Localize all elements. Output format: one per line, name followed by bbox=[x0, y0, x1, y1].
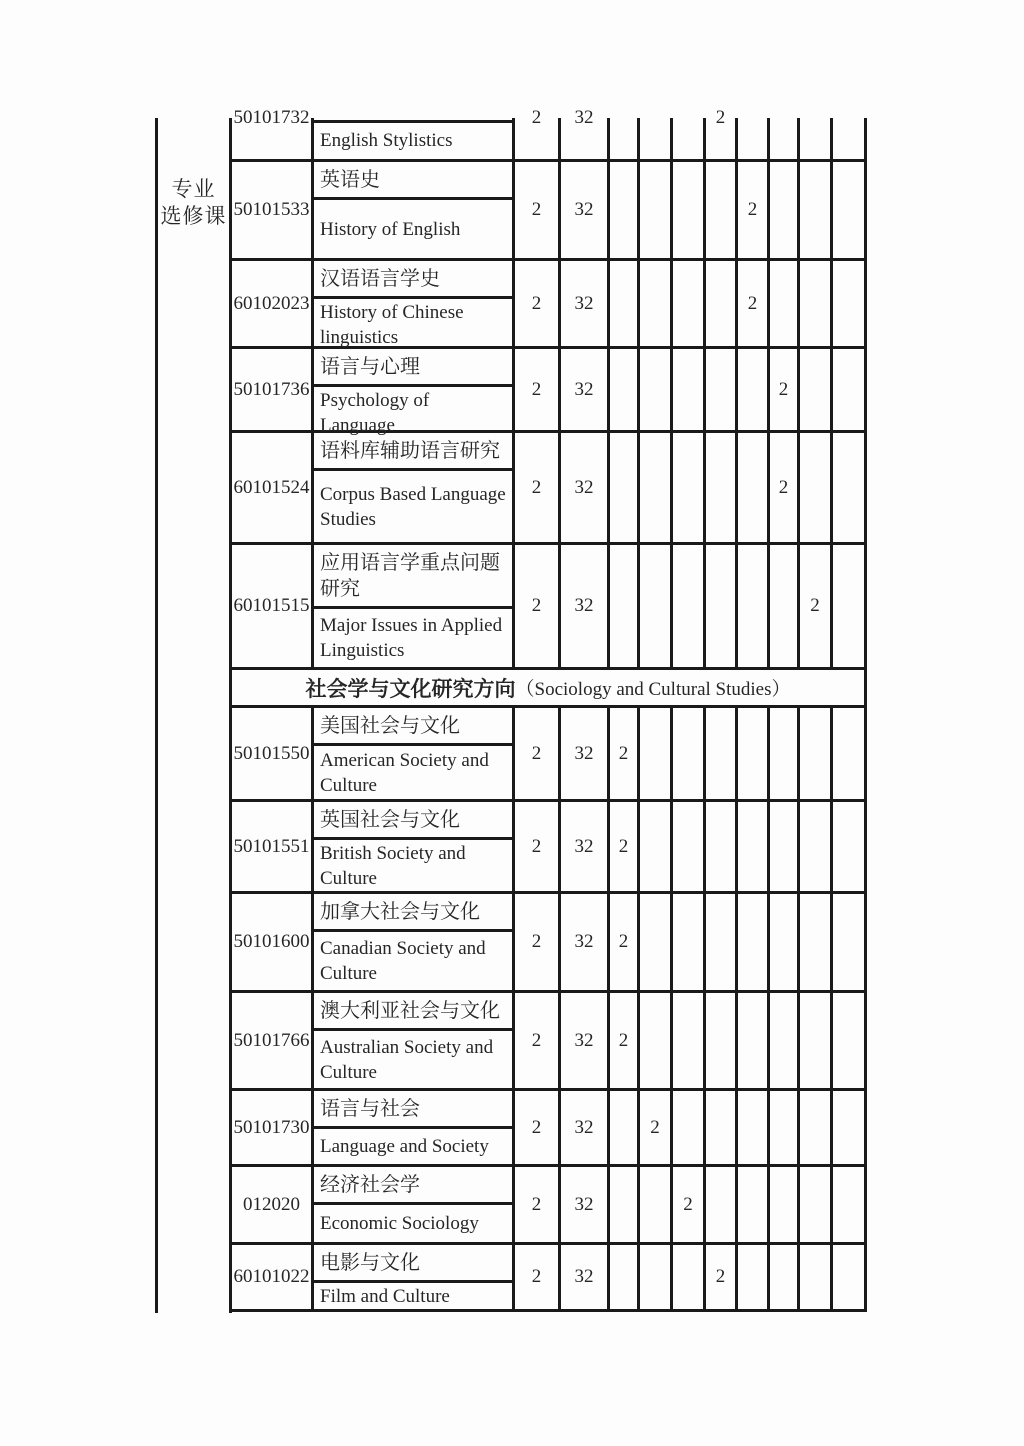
course-name-zh: 美国社会与文化 bbox=[314, 708, 512, 746]
course-hours: 32 bbox=[561, 433, 610, 542]
course-credits: 2 bbox=[515, 708, 561, 799]
semester-7-cell bbox=[800, 802, 833, 891]
table-row bbox=[232, 107, 867, 162]
semester-6-cell bbox=[770, 894, 800, 990]
semester-6-cell bbox=[770, 802, 800, 891]
course-credits: 2 bbox=[515, 349, 561, 430]
course-code: 50101550 bbox=[232, 708, 314, 799]
course-name-en: Economic Sociology bbox=[320, 1213, 479, 1234]
semester-1-cell: 2 bbox=[610, 802, 640, 891]
course-hours: 32 bbox=[561, 802, 610, 891]
semester-8-cell bbox=[833, 1091, 867, 1164]
table-row bbox=[232, 1091, 867, 1167]
table-row bbox=[232, 894, 867, 993]
semester-1-cell bbox=[610, 162, 640, 258]
semester-5-cell bbox=[738, 433, 770, 542]
course-name-cell bbox=[314, 708, 515, 799]
course-name-zh: 电影与文化 bbox=[314, 1245, 512, 1283]
semester-7-cell bbox=[800, 1245, 833, 1309]
semester-2-cell bbox=[640, 261, 673, 346]
course-credits: 2 bbox=[515, 433, 561, 542]
semester-5-cell bbox=[738, 349, 770, 430]
semester-8-cell bbox=[833, 802, 867, 891]
category-label-line2: 选修课 bbox=[160, 204, 227, 228]
semester-1-cell bbox=[610, 1245, 640, 1309]
semester-4-cell bbox=[706, 349, 738, 430]
semester-2-cell: 2 bbox=[640, 1091, 673, 1164]
semester-4-cell bbox=[706, 162, 738, 258]
semester-6-cell bbox=[770, 1245, 800, 1309]
course-code: 50101600 bbox=[232, 894, 314, 990]
course-credits: 2 bbox=[515, 1245, 561, 1309]
semester-2-cell bbox=[640, 349, 673, 430]
course-name-en: Major Issues in Applied Linguistics bbox=[320, 615, 503, 661]
semester-3-cell bbox=[673, 1091, 706, 1164]
semester-3-cell bbox=[673, 1245, 706, 1309]
semester-1-cell bbox=[610, 349, 640, 430]
course-name-en: British Society and Culture bbox=[320, 843, 466, 889]
course-name-en: Australian Society and Culture bbox=[320, 1036, 494, 1083]
table-row bbox=[232, 802, 867, 894]
course-credits: 2 bbox=[515, 162, 561, 258]
semester-1-cell bbox=[610, 118, 640, 159]
course-credits: 2 bbox=[515, 1167, 561, 1242]
course-name-en: History of Chinese linguistics bbox=[320, 302, 464, 348]
semester-7-cell: 2 bbox=[800, 545, 833, 667]
course-hours: 32 bbox=[561, 545, 610, 667]
semester-8-cell bbox=[833, 118, 867, 159]
course-hours: 32 bbox=[561, 261, 610, 346]
course-code: 50101551 bbox=[232, 802, 314, 891]
semester-6-cell bbox=[770, 118, 800, 159]
semester-3-cell: 2 bbox=[673, 1167, 706, 1242]
category-label-line1: 专业 bbox=[171, 177, 216, 201]
semester-2-cell bbox=[640, 118, 673, 159]
course-table bbox=[229, 107, 867, 1313]
semester-4-cell bbox=[706, 894, 738, 990]
table-row bbox=[232, 261, 867, 349]
course-name-en: Film and Culture bbox=[320, 1286, 450, 1307]
course-name-cell bbox=[314, 1167, 515, 1242]
course-name-cell bbox=[314, 1245, 515, 1309]
table-row bbox=[232, 1245, 867, 1312]
course-credits: 2 bbox=[515, 545, 561, 667]
semester-7-cell bbox=[800, 118, 833, 159]
semester-2-cell bbox=[640, 993, 673, 1088]
category-label bbox=[158, 176, 229, 230]
semester-5-cell bbox=[738, 708, 770, 799]
course-name-zh: 加拿大社会与文化 bbox=[314, 894, 512, 932]
course-credits: 2 bbox=[515, 1091, 561, 1164]
course-name-en: Corpus Based Language Studies bbox=[320, 483, 506, 530]
semester-3-cell bbox=[673, 708, 706, 799]
semester-7-cell bbox=[800, 261, 833, 346]
semester-8-cell bbox=[833, 261, 867, 346]
semester-2-cell bbox=[640, 162, 673, 258]
curriculum-table bbox=[155, 107, 867, 1313]
course-name-cell bbox=[314, 162, 515, 258]
semester-4-cell bbox=[706, 708, 738, 799]
table-row bbox=[232, 433, 867, 545]
course-code: 50101736 bbox=[232, 349, 314, 430]
semester-5-cell: 2 bbox=[738, 261, 770, 346]
semester-7-cell bbox=[800, 993, 833, 1088]
semester-5-cell bbox=[738, 545, 770, 667]
semester-6-cell bbox=[770, 1167, 800, 1242]
section-header-title-en: （Sociology and Cultural Studies） bbox=[515, 679, 791, 700]
course-name-en: History of English bbox=[320, 218, 461, 240]
semester-1-cell bbox=[610, 545, 640, 667]
semester-2-cell bbox=[640, 708, 673, 799]
course-name-zh: 英语史 bbox=[314, 162, 512, 200]
section-header-row bbox=[232, 670, 867, 708]
table-row bbox=[232, 708, 867, 802]
semester-5-cell bbox=[738, 802, 770, 891]
semester-2-cell bbox=[640, 545, 673, 667]
course-name-cell bbox=[314, 545, 515, 667]
course-code: 60102023 bbox=[232, 261, 314, 346]
course-name-zh: 澳大利亚社会与文化 bbox=[314, 993, 512, 1031]
course-code bbox=[232, 107, 314, 159]
course-name-cell bbox=[314, 433, 515, 542]
semester-4-cell: 2 bbox=[706, 1245, 738, 1309]
semester-6-cell: 2 bbox=[770, 349, 800, 430]
semester-1-cell bbox=[610, 433, 640, 542]
semester-3-cell bbox=[673, 349, 706, 430]
semester-2-cell bbox=[640, 894, 673, 990]
semester-4-cell bbox=[706, 1167, 738, 1242]
course-name-zh: 经济社会学 bbox=[314, 1167, 512, 1205]
course-hours bbox=[561, 107, 610, 159]
semester-4-cell bbox=[706, 993, 738, 1088]
course-name-zh: 语言与心理 bbox=[314, 349, 512, 387]
semester-4-value: 2 bbox=[715, 107, 726, 128]
semester-4-cell bbox=[706, 107, 738, 159]
course-hours: 32 bbox=[561, 349, 610, 430]
course-hours: 32 bbox=[561, 162, 610, 258]
course-name-en: Psychology of Language bbox=[320, 390, 430, 436]
course-name-cell bbox=[314, 118, 515, 159]
course-name-en: English Stylistics bbox=[314, 120, 512, 159]
semester-6-cell bbox=[770, 993, 800, 1088]
semester-8-cell bbox=[833, 433, 867, 542]
semester-3-cell bbox=[673, 545, 706, 667]
semester-4-cell bbox=[706, 433, 738, 542]
semester-5-cell bbox=[738, 894, 770, 990]
semester-5-cell bbox=[738, 993, 770, 1088]
table-row bbox=[232, 1167, 867, 1245]
clipped-value: 2 bbox=[531, 107, 542, 128]
table-row bbox=[232, 349, 867, 436]
course-name-en: American Society and Culture bbox=[320, 749, 489, 796]
semester-4-cell bbox=[706, 1091, 738, 1164]
course-hours: 32 bbox=[561, 1091, 610, 1164]
course-hours: 32 bbox=[561, 1245, 610, 1309]
table-row bbox=[232, 545, 867, 670]
course-credits: 2 bbox=[515, 802, 561, 891]
course-code: 60101022 bbox=[232, 1245, 314, 1309]
semester-3-cell bbox=[673, 802, 706, 891]
course-name-cell bbox=[314, 894, 515, 990]
course-name-zh: 英国社会与文化 bbox=[314, 802, 512, 840]
course-credits: 2 bbox=[515, 261, 561, 346]
course-name-en: Language and Society bbox=[320, 1136, 489, 1157]
semester-5-cell bbox=[738, 1245, 770, 1309]
course-code: 50101730 bbox=[232, 1091, 314, 1164]
table-row bbox=[232, 162, 867, 261]
course-code: 50101766 bbox=[232, 993, 314, 1088]
course-code: 012020 bbox=[232, 1167, 314, 1242]
semester-8-cell bbox=[833, 894, 867, 990]
semester-5-cell: 2 bbox=[738, 162, 770, 258]
semester-6-cell bbox=[770, 162, 800, 258]
semester-7-cell bbox=[800, 894, 833, 990]
semester-2-cell bbox=[640, 1245, 673, 1309]
course-hours: 32 bbox=[561, 993, 610, 1088]
semester-1-cell: 2 bbox=[610, 993, 640, 1088]
semester-6-cell bbox=[770, 261, 800, 346]
course-name-zh: 语料库辅助语言研究 bbox=[314, 433, 512, 471]
semester-4-cell bbox=[706, 802, 738, 891]
course-code: 60101515 bbox=[232, 545, 314, 667]
course-name-cell bbox=[314, 261, 515, 346]
course-hours: 32 bbox=[561, 1167, 610, 1242]
semester-4-cell bbox=[706, 261, 738, 346]
semester-8-cell bbox=[833, 1245, 867, 1309]
course-name-cell bbox=[314, 1091, 515, 1164]
semester-5-cell bbox=[738, 118, 770, 159]
section-header-title-zh: 社会学与文化研究方向 bbox=[305, 676, 516, 701]
clipped-value: 32 bbox=[574, 107, 594, 128]
semester-2-cell bbox=[640, 802, 673, 891]
semester-7-cell bbox=[800, 1167, 833, 1242]
semester-8-cell bbox=[833, 993, 867, 1088]
course-credits: 2 bbox=[515, 993, 561, 1088]
table-row bbox=[232, 993, 867, 1091]
semester-4-cell bbox=[706, 545, 738, 667]
semester-7-cell bbox=[800, 162, 833, 258]
course-name-cell bbox=[314, 802, 515, 891]
semester-8-cell bbox=[833, 708, 867, 799]
course-name-cell bbox=[314, 349, 515, 436]
semester-1-cell bbox=[610, 1091, 640, 1164]
semester-3-cell bbox=[673, 162, 706, 258]
course-name-zh: 应用语言学重点问题研究 bbox=[314, 545, 512, 609]
semester-1-cell: 2 bbox=[610, 708, 640, 799]
course-hours: 32 bbox=[561, 894, 610, 990]
semester-7-cell bbox=[800, 433, 833, 542]
clipped-value: 50101732 bbox=[233, 107, 310, 128]
semester-3-cell bbox=[673, 118, 706, 159]
semester-7-cell bbox=[800, 708, 833, 799]
semester-8-cell bbox=[833, 1167, 867, 1242]
semester-6-cell: 2 bbox=[770, 433, 800, 542]
course-name-en: Canadian Society and Culture bbox=[320, 938, 486, 984]
section-header-cell bbox=[232, 670, 867, 705]
category-cell bbox=[155, 118, 229, 1313]
semester-1-cell: 2 bbox=[610, 894, 640, 990]
course-hours: 32 bbox=[561, 708, 610, 799]
semester-2-cell bbox=[640, 1167, 673, 1242]
semester-8-cell bbox=[833, 545, 867, 667]
course-credits: 2 bbox=[515, 894, 561, 990]
semester-1-cell bbox=[610, 261, 640, 346]
semester-7-cell bbox=[800, 1091, 833, 1164]
semester-3-cell bbox=[673, 894, 706, 990]
semester-7-cell bbox=[800, 349, 833, 430]
semester-3-cell bbox=[673, 261, 706, 346]
semester-6-cell bbox=[770, 1091, 800, 1164]
semester-5-cell bbox=[738, 1091, 770, 1164]
course-name-cell bbox=[314, 993, 515, 1088]
semester-6-cell bbox=[770, 708, 800, 799]
course-name-zh: 汉语语言学史 bbox=[314, 261, 512, 299]
semester-8-cell bbox=[833, 162, 867, 258]
course-credits bbox=[515, 107, 561, 159]
semester-2-cell bbox=[640, 433, 673, 542]
semester-5-cell bbox=[738, 1167, 770, 1242]
semester-3-cell bbox=[673, 433, 706, 542]
course-code: 50101533 bbox=[232, 162, 314, 258]
semester-1-cell bbox=[610, 1167, 640, 1242]
course-name-zh: 语言与社会 bbox=[314, 1091, 512, 1129]
semester-8-cell bbox=[833, 349, 867, 430]
semester-6-cell bbox=[770, 545, 800, 667]
semester-3-cell bbox=[673, 993, 706, 1088]
course-code: 60101524 bbox=[232, 433, 314, 542]
